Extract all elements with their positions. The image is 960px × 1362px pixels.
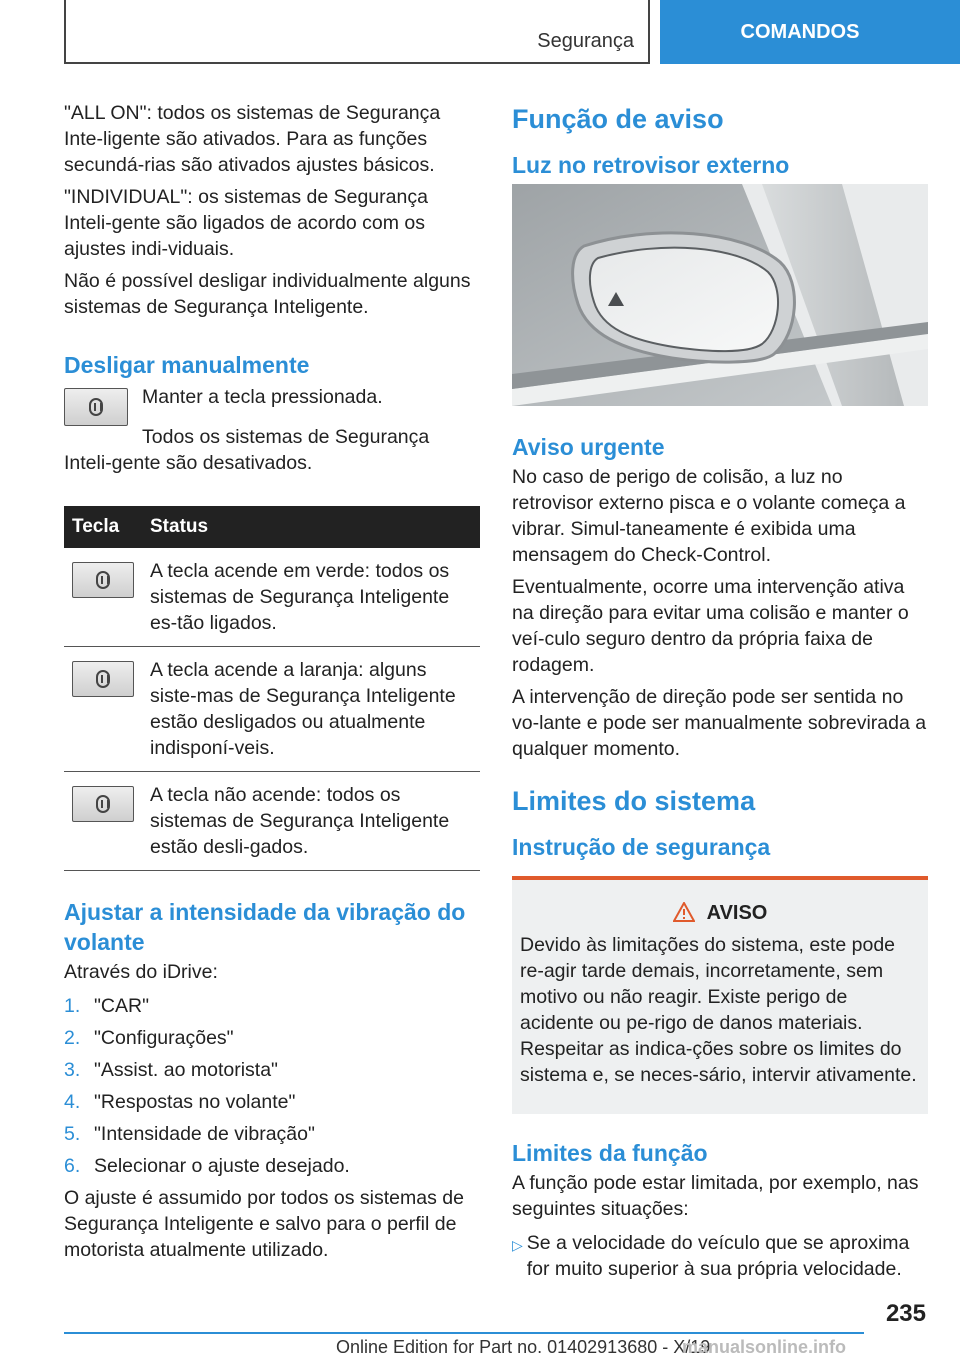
section-box [64,0,650,64]
function-limits-heading: Limites da função [512,1140,708,1166]
function-limits-intro: A função pode estar limitada, por exemplo, nas seguintes situações: [512,1172,919,1220]
intro-paragraph-1: "ALL ON": todos os sistemas de Segurança Inte-ligente são ativados. Para as funções secundá-rias são ativados ajustes básicos. [64,102,441,176]
vibration-heading: Ajustar a intensidade da vibração do volante [64,899,466,955]
manual-off-heading: Desligar manualmente [64,352,310,378]
closing-paragraph: O ajuste é assumido por todos os sistemas de Segurança Inteligente e salvo para o perfil de motorista atualmente utilizado. [64,1187,464,1261]
chapter-tab-label: COMANDOS [740,20,860,43]
triangle-right-icon: ▷ [512,1237,523,1253]
footer-divider [64,1332,864,1334]
warning-triangle-icon [673,902,695,922]
status-text: A tecla não acende: todos os sistemas de Segurança Inteligente estão desli-gados. [142,772,480,871]
intelligent-safety-button-icon [72,786,134,822]
table-header-key: Tecla [64,506,142,548]
manual-off-line-1: Manter a tecla pressionada. [142,386,383,408]
table-row [64,647,480,772]
list-item: 1. "CAR" [64,995,150,1017]
chapter-tab [660,0,960,64]
mirror-light-heading: Luz no retrovisor externo [512,152,790,178]
right-column [512,100,928,1282]
warning-text: Devido às limitações do sistema, este pode re-agir tarde demais, incorretamente, sem motivo ou não reagir. Existe perigo de acidente ou pe-rigo de danos materiais. Respeitar as indica-ções sobre os limites do sistema e, se neces-sário, intervir ativamente. [520,934,917,1086]
intelligent-safety-button-icon [72,562,134,598]
table-header-status: Status [142,506,480,548]
manual-off-row [64,384,480,426]
manual-off-line-2: Todos os sistemas de Segurança Inteli-gente são desativados. [64,426,430,474]
list-item: 5. "Intensidade de vibração" [64,1123,315,1145]
list-item: 2. "Configurações" [64,1027,234,1049]
warning-function-heading: Função de aviso [512,104,724,134]
table-row [64,772,480,871]
section-title: Segurança [537,30,634,52]
status-text: A tecla acende em verde: todos os sistemas de Segurança Inteligente es-tão ligados. [142,548,480,647]
page-number: 235 [885,1300,926,1327]
safety-instruction-heading: Instrução de segurança [512,834,771,860]
site-watermark: manualsonline.info [682,1337,847,1357]
steps-list [64,993,480,1179]
warning-box [512,876,928,1114]
status-table [64,506,480,871]
side-mirror-image [512,184,928,406]
status-text: A tecla acende a laranja: alguns siste-mas de Segurança Inteligente estão desligados ou atualmente indisponí-veis. [142,647,480,772]
table-row [64,548,480,647]
intro-paragraph-2: "INDIVIDUAL": os sistemas de Segurança Inteli-gente são ligados de acordo com os ajustes indi-viduais. [64,186,428,260]
warning-title: AVISO [520,900,920,926]
urgent-warning-heading: Aviso urgente [512,434,665,460]
list-item: 4. "Respostas no volante" [64,1091,296,1113]
list-item: 3. "Assist. ao motorista" [64,1059,278,1081]
intro-paragraph-3: Não é possível desligar individualmente alguns sistemas de Segurança Inteligente. [64,270,471,318]
list-item: 6. Selecionar o ajuste desejado. [64,1155,350,1177]
list-item: ▷ Se a velocidade do veículo que se aproxima for muito superior à sua própria velocidade. [512,1232,910,1280]
urgent-paragraph-2: Eventualmente, ocorre uma intervenção ativa na direção para evitar uma colisão e manter o veí-culo seguro dentro da própria faixa de rodagem. [512,576,909,676]
intelligent-safety-button-icon [72,661,134,697]
via-idrive: Através do iDrive: [64,961,218,983]
system-limits-heading: Limites do sistema [512,786,756,816]
left-column [64,100,480,1269]
intelligent-safety-button-icon [64,388,128,426]
page-header [0,0,960,66]
urgent-paragraph-3: A intervenção de direção pode ser sentida no vo-lante e pode ser manualmente sobrevirada a qualquer momento. [512,686,927,760]
urgent-paragraph-1: No caso de perigo de colisão, a luz no retrovisor externo pisca e o volante começa a vibrar. Simul-taneamente é exibida uma mensagem do Check-Control. [512,466,906,566]
edition-text: Online Edition for Part no. 01402913680 - X/19 [336,1337,711,1357]
